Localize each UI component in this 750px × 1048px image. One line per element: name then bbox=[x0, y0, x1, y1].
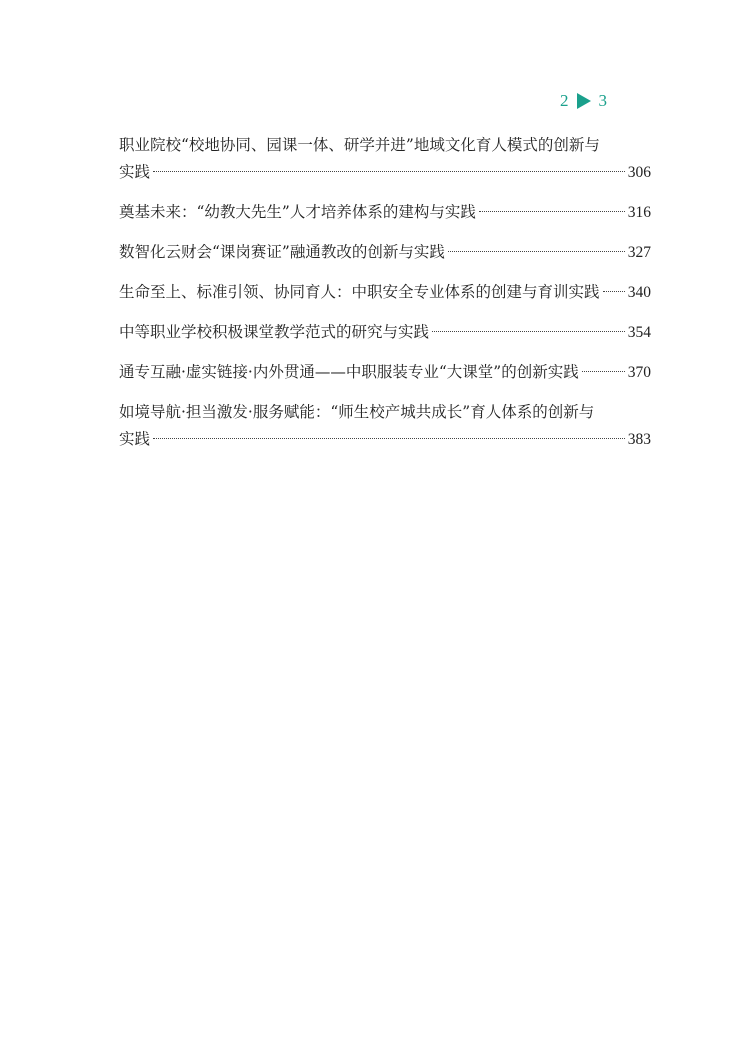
play-arrow-icon bbox=[577, 93, 591, 109]
toc-entry-title: 奠基未来：“幼教大先生”人才培养体系的建构与实践 bbox=[119, 203, 476, 221]
page-from: 2 bbox=[560, 91, 569, 110]
page-range-indicator bbox=[560, 90, 640, 112]
toc-entry-title-cont: 实践 bbox=[119, 430, 151, 448]
toc-entry-title: 职业院校“校地协同、园课一体、研学并进”地域文化育人模式的创新与 bbox=[119, 136, 600, 154]
toc-page-number: 354 bbox=[627, 324, 651, 341]
toc-entry[interactable] bbox=[119, 399, 651, 453]
toc-entry[interactable] bbox=[119, 359, 651, 386]
toc-entry-title: 生命至上、标准引领、协同育人：中职安全专业体系的创建与育训实践 bbox=[119, 283, 600, 301]
toc-entry-last-line bbox=[119, 239, 651, 266]
toc-page-number: 383 bbox=[627, 431, 651, 448]
toc-entry[interactable] bbox=[119, 319, 651, 346]
toc-entry-title-line bbox=[119, 132, 651, 159]
toc-page-number: 316 bbox=[627, 204, 651, 221]
dot-leader bbox=[603, 291, 625, 292]
toc-entry-last-line bbox=[119, 279, 651, 306]
toc-entry[interactable] bbox=[119, 279, 651, 306]
toc-page-number: 370 bbox=[627, 364, 651, 381]
dot-leader bbox=[153, 438, 625, 439]
toc-entry[interactable] bbox=[119, 239, 651, 266]
toc-page-number: 306 bbox=[627, 164, 651, 181]
toc-page-number: 340 bbox=[627, 284, 651, 301]
dot-leader bbox=[479, 211, 625, 212]
toc-page-number: 327 bbox=[627, 244, 651, 261]
toc-entry-last-line bbox=[119, 359, 651, 386]
toc-entry[interactable] bbox=[119, 132, 651, 186]
dot-leader bbox=[582, 371, 625, 372]
toc-entry-title: 中等职业学校积极课堂教学范式的研究与实践 bbox=[119, 323, 430, 341]
toc-entry-last-line bbox=[119, 426, 651, 453]
toc-entry-title: 通专互融·虚实链接·内外贯通——中职服装专业“大课堂”的创新实践 bbox=[119, 363, 579, 381]
toc-entry[interactable] bbox=[119, 199, 651, 226]
toc-entry-last-line bbox=[119, 159, 651, 186]
toc-entry-last-line bbox=[119, 319, 651, 346]
page-to: 3 bbox=[598, 91, 607, 110]
toc-entry-title-line bbox=[119, 399, 651, 426]
dot-leader bbox=[448, 251, 625, 252]
toc-entry-last-line bbox=[119, 199, 651, 226]
toc-entry-title-cont: 实践 bbox=[119, 163, 151, 181]
dot-leader bbox=[153, 171, 625, 172]
dot-leader bbox=[432, 331, 625, 332]
table-of-contents bbox=[119, 132, 651, 466]
toc-entry-title: 如境导航·担当激发·服务赋能：“师生校产城共成长”育人体系的创新与 bbox=[119, 403, 595, 421]
toc-entry-title: 数智化云财会“课岗赛证”融通教改的创新与实践 bbox=[119, 243, 445, 261]
